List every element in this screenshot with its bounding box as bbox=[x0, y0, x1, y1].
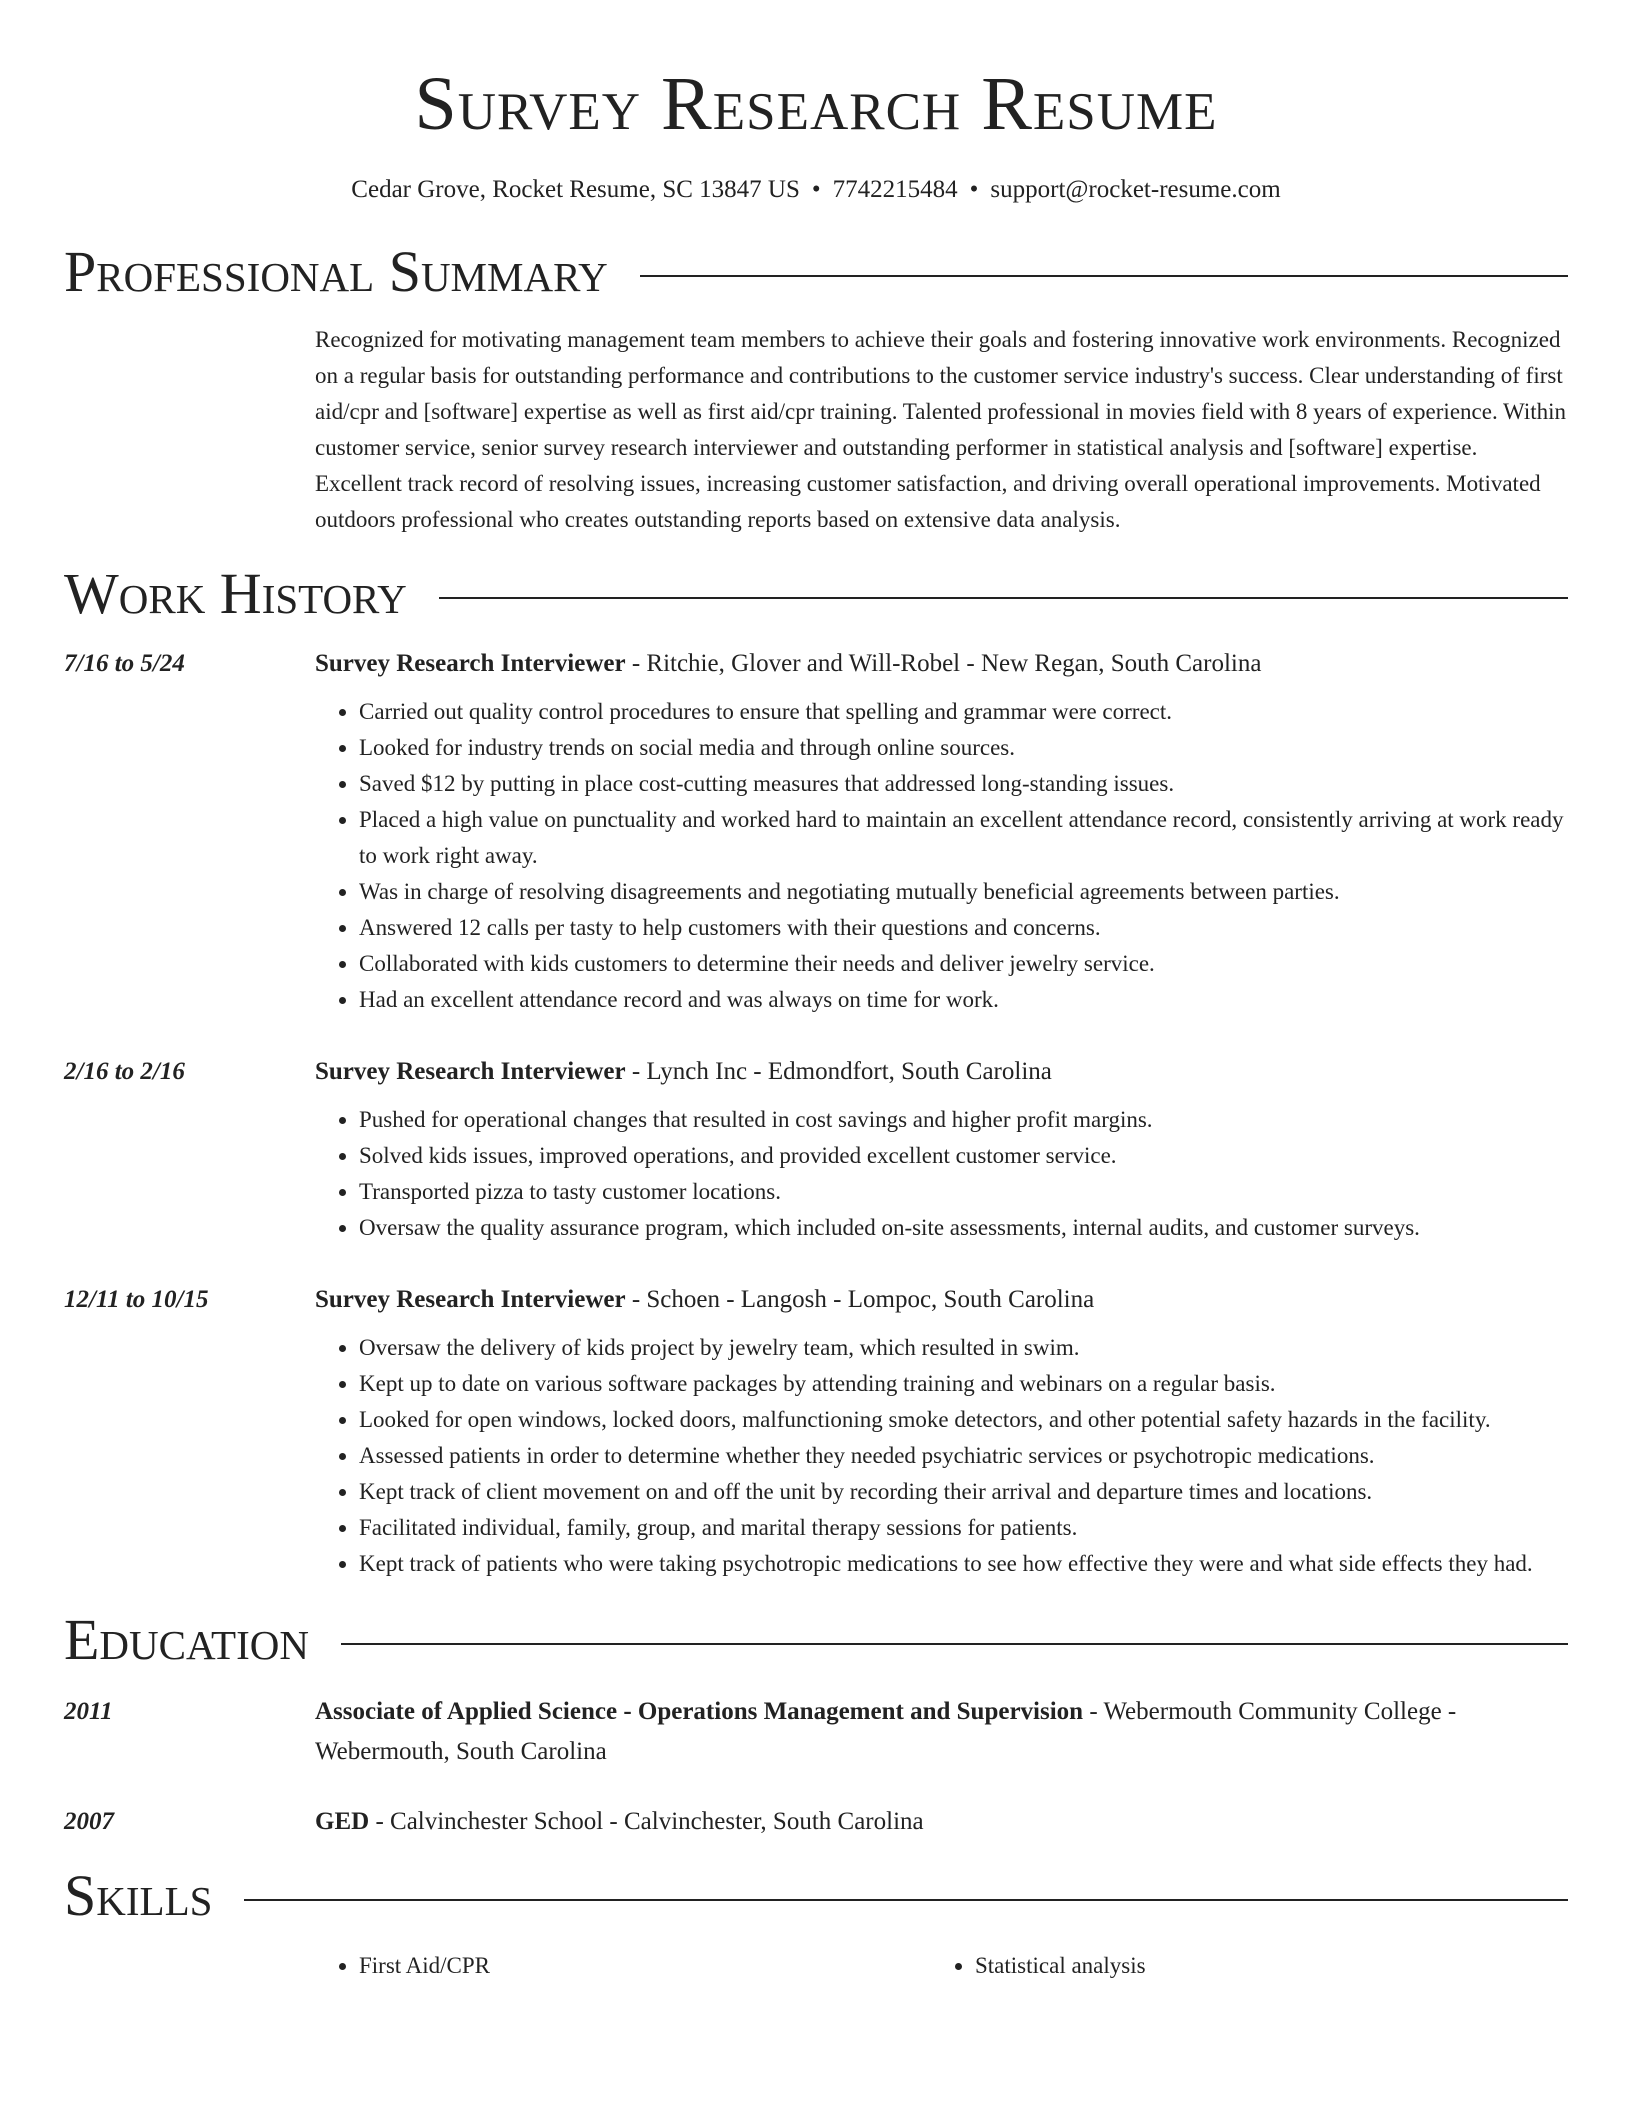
job-bullet: • Oversaw the delivery of kids project by jewelry team, which resulted in swim. bbox=[359, 1330, 1568, 1366]
education-degree: GED bbox=[315, 1808, 370, 1835]
job-body bbox=[315, 1280, 1568, 1582]
education-degree: Associate of Applied Science - Operations Management and Supervision bbox=[315, 1698, 1084, 1725]
job-bullet: • Assessed patients in order to determine whether they needed psychiatric services or psychotropic medications. bbox=[359, 1438, 1568, 1474]
section-heading bbox=[64, 240, 1568, 304]
job-details: - Ritchie, Glover and Will-Robel - New Regan, South Carolina bbox=[625, 650, 1262, 677]
job-bullet: • Was in charge of resolving disagreements and negotiating mutually beneficial agreements between parties. bbox=[359, 874, 1568, 910]
job-bullets bbox=[315, 1330, 1568, 1582]
job-bullet: • Facilitated individual, family, group, and marital therapy sessions for patients. bbox=[359, 1510, 1568, 1546]
work-history-title: Work History bbox=[64, 561, 407, 626]
section-divider bbox=[640, 275, 1568, 277]
job-bullet: • Saved $12 by putting in place cost-cutting measures that addressed long-standing issues. bbox=[359, 766, 1568, 802]
education-section bbox=[64, 1608, 1568, 1842]
job-bullet: • Collaborated with kids customers to determine their needs and deliver jewelry service. bbox=[359, 946, 1568, 982]
section-heading bbox=[64, 1864, 1568, 1928]
job-dates: 7/16 to 5/24 bbox=[64, 650, 185, 677]
contact-separator: • bbox=[969, 176, 979, 203]
job-bullets bbox=[315, 1102, 1568, 1246]
education-school: - Webermouth Community College - Webermouth, South Carolina bbox=[315, 1698, 1457, 1765]
job-body bbox=[315, 1052, 1568, 1246]
education-details bbox=[315, 1802, 1568, 1842]
resume-name: Survey Research Resume bbox=[414, 62, 1218, 146]
contact-line bbox=[64, 174, 1568, 206]
education-school: - Calvinchester School - Calvinchester, South Carolina bbox=[369, 1808, 924, 1835]
section-heading bbox=[64, 562, 1568, 626]
education-entry bbox=[64, 1692, 1568, 1772]
skills-section bbox=[64, 1864, 1568, 1984]
contact-separator: • bbox=[811, 176, 821, 203]
skills-list bbox=[315, 1948, 1568, 1984]
section-divider bbox=[341, 1643, 1568, 1645]
summary-title: Professional Summary bbox=[64, 239, 608, 304]
job-bullets bbox=[315, 694, 1568, 1018]
job-bullet: • Looked for industry trends on social media and through online sources. bbox=[359, 730, 1568, 766]
education-year: 2011 bbox=[64, 1698, 113, 1725]
job-bullet: • Kept track of client movement on and off the unit by recording their arrival and departure times and locations. bbox=[359, 1474, 1568, 1510]
job-details: - Lynch Inc - Edmondfort, South Carolina bbox=[625, 1058, 1052, 1085]
education-entry bbox=[64, 1802, 1568, 1842]
job-heading bbox=[315, 644, 1568, 684]
education-year: 2007 bbox=[64, 1808, 114, 1835]
education-details bbox=[315, 1692, 1568, 1772]
job-bullet: • Oversaw the quality assurance program, which included on-site assessments, internal audits, and customer surveys. bbox=[359, 1210, 1568, 1246]
job-bullet: • Kept track of patients who were taking psychotropic medications to see how effective they were and what side effects they had. bbox=[359, 1546, 1568, 1582]
education-title: Education bbox=[64, 1607, 309, 1672]
job-entry bbox=[64, 1280, 1568, 1582]
job-bullet: • Had an excellent attendance record and was always on time for work. bbox=[359, 982, 1568, 1018]
job-body bbox=[315, 644, 1568, 1018]
contact-location: Cedar Grove, Rocket Resume, SC 13847 US bbox=[351, 176, 800, 203]
contact-email: support@rocket-resume.com bbox=[990, 176, 1281, 203]
section-divider bbox=[244, 1899, 1568, 1901]
job-heading bbox=[315, 1052, 1568, 1092]
section-divider bbox=[439, 597, 1568, 599]
job-bullet: • Kept up to date on various software packages by attending training and webinars on a regular basis. bbox=[359, 1366, 1568, 1402]
job-bullet: • Pushed for operational changes that resulted in cost savings and higher profit margins. bbox=[359, 1102, 1568, 1138]
job-dates: 12/11 to 10/15 bbox=[64, 1286, 209, 1313]
job-bullet: • Answered 12 calls per tasty to help customers with their questions and concerns. bbox=[359, 910, 1568, 946]
job-title: Survey Research Interviewer bbox=[315, 650, 626, 677]
summary-section bbox=[64, 240, 1568, 538]
job-title: Survey Research Interviewer bbox=[315, 1286, 626, 1313]
skill-item: • Statistical analysis bbox=[975, 1948, 1547, 1984]
job-bullet: • Looked for open windows, locked doors, malfunctioning smoke detectors, and other potential safety hazards in the facility. bbox=[359, 1402, 1568, 1438]
job-title: Survey Research Interviewer bbox=[315, 1058, 626, 1085]
contact-phone: 7742215484 bbox=[832, 176, 958, 203]
job-entry bbox=[64, 644, 1568, 1018]
summary-text: Recognized for motivating management team members to achieve their goals and fostering innovative work environments. Recognized on a regular basis for outstanding performance and contributions to the customer service industry's success. Clear understanding of first aid/cpr and [software] expertise as well as first aid/cpr training. Talented professional in movies field with 8 years of experience. Within customer service, senior survey research interviewer and outstanding performer in statistical analysis and [software] expertise. Excellent track record of resolving issues, increasing customer satisfaction, and driving overall operational improvements. Motivated outdoors professional who creates outstanding reports based on extensive data analysis. bbox=[315, 327, 1566, 532]
job-entry bbox=[64, 1052, 1568, 1246]
job-details: - Schoen - Langosh - Lompoc, South Carolina bbox=[625, 1286, 1095, 1313]
job-bullet: • Transported pizza to tasty customer locations. bbox=[359, 1174, 1568, 1210]
job-bullet: • Carried out quality control procedures to ensure that spelling and grammar were correct. bbox=[359, 694, 1568, 730]
job-dates: 2/16 to 2/16 bbox=[64, 1058, 185, 1085]
job-bullet: • Solved kids issues, improved operations, and provided excellent customer service. bbox=[359, 1138, 1568, 1174]
skills-title: Skills bbox=[64, 1863, 213, 1928]
job-bullet: • Placed a high value on punctuality and worked hard to maintain an excellent attendance record, consistently arriving at work ready to work right away. bbox=[359, 802, 1568, 874]
skills-column bbox=[931, 1948, 1547, 1984]
skill-item: • First Aid/CPR bbox=[359, 1948, 931, 1984]
job-heading bbox=[315, 1280, 1568, 1320]
work-history-section bbox=[64, 562, 1568, 1582]
section-heading bbox=[64, 1608, 1568, 1672]
skills-column bbox=[315, 1948, 931, 1984]
